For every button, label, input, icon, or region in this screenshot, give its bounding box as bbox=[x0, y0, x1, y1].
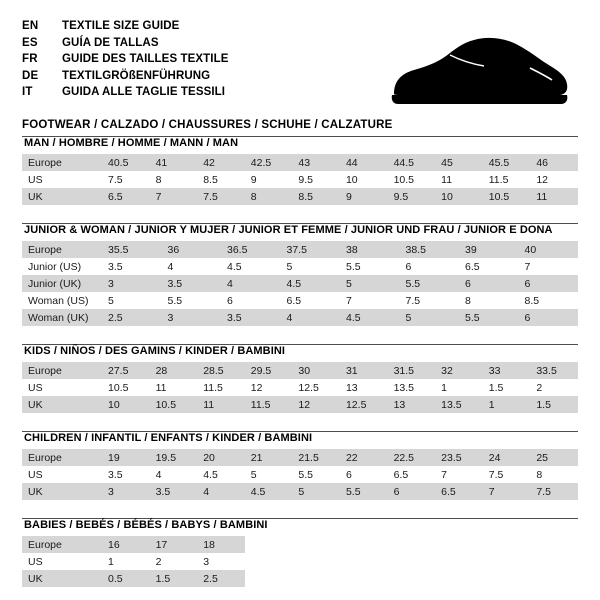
row-label: Europe bbox=[22, 362, 102, 379]
cell bbox=[483, 553, 531, 570]
cell: 31.5 bbox=[388, 362, 436, 379]
size-table-junior-woman bbox=[22, 241, 578, 326]
cell: 6 bbox=[519, 309, 579, 326]
cell: 5.5 bbox=[340, 483, 388, 500]
cell bbox=[435, 536, 483, 553]
cell bbox=[388, 536, 436, 553]
cell: 24 bbox=[483, 449, 531, 466]
table-row bbox=[22, 171, 578, 188]
cell: 8.5 bbox=[292, 188, 340, 205]
cell: 13.5 bbox=[388, 379, 436, 396]
cell: 3 bbox=[197, 553, 245, 570]
language-code: EN bbox=[22, 20, 39, 32]
cell: 7.5 bbox=[102, 171, 150, 188]
cell bbox=[245, 536, 293, 553]
language-title: GUIDE DES TAILLES TEXTILE bbox=[62, 53, 229, 65]
cell bbox=[530, 570, 578, 587]
cell: 5.5 bbox=[162, 292, 222, 309]
dress-shoe-icon bbox=[380, 34, 570, 112]
cell: 2 bbox=[530, 379, 578, 396]
cell: 4.5 bbox=[221, 258, 281, 275]
cell bbox=[388, 553, 436, 570]
cell: 4 bbox=[221, 275, 281, 292]
table-row bbox=[22, 396, 578, 413]
cell: 7 bbox=[483, 483, 531, 500]
cell: 20 bbox=[197, 449, 245, 466]
cell bbox=[245, 553, 293, 570]
cell bbox=[483, 536, 531, 553]
language-code: FR bbox=[22, 53, 38, 65]
cell: 9 bbox=[245, 171, 293, 188]
cell: 41 bbox=[150, 154, 198, 171]
cell: 2 bbox=[150, 553, 198, 570]
table-row bbox=[22, 275, 578, 292]
row-label: UK bbox=[22, 188, 102, 205]
cell: 31 bbox=[340, 362, 388, 379]
cell: 11.5 bbox=[483, 171, 531, 188]
cell: 3.5 bbox=[102, 466, 150, 483]
cell bbox=[292, 536, 340, 553]
row-label: US bbox=[22, 171, 102, 188]
section-title: MAN / HOMBRE / HOMME / MANN / MAN bbox=[24, 137, 239, 149]
cell: 8 bbox=[150, 171, 198, 188]
cell: 11.5 bbox=[197, 379, 245, 396]
table-row bbox=[22, 188, 578, 205]
cell: 12 bbox=[245, 379, 293, 396]
cell: 7.5 bbox=[530, 483, 578, 500]
row-label: UK bbox=[22, 396, 102, 413]
page-header bbox=[22, 18, 578, 131]
cell: 6.5 bbox=[459, 258, 519, 275]
cell: 4.5 bbox=[340, 309, 400, 326]
cell: 36 bbox=[162, 241, 222, 258]
cell: 28.5 bbox=[197, 362, 245, 379]
cell bbox=[435, 570, 483, 587]
cell: 11 bbox=[530, 188, 578, 205]
section-title: CHILDREN / INFANTIL / ENFANTS / KINDER / BAMBINI bbox=[24, 432, 313, 444]
cell: 11 bbox=[150, 379, 198, 396]
cell: 3.5 bbox=[102, 258, 162, 275]
table-row bbox=[22, 449, 578, 466]
table-row bbox=[22, 292, 578, 309]
cell: 5 bbox=[292, 483, 340, 500]
cell: 4 bbox=[150, 466, 198, 483]
cell bbox=[435, 553, 483, 570]
table-row bbox=[22, 483, 578, 500]
cell: 10.5 bbox=[388, 171, 436, 188]
cell: 42 bbox=[197, 154, 245, 171]
cell: 4 bbox=[162, 258, 222, 275]
category-line: FOOTWEAR / CALZADO / CHAUSSURES / SCHUHE / CALZATURE bbox=[22, 118, 393, 131]
cell: 6.5 bbox=[388, 466, 436, 483]
cell: 3.5 bbox=[221, 309, 281, 326]
size-table-children bbox=[22, 449, 578, 500]
language-title: TEXTILE SIZE GUIDE bbox=[62, 20, 180, 32]
cell: 40.5 bbox=[102, 154, 150, 171]
cell: 7.5 bbox=[483, 466, 531, 483]
cell bbox=[530, 536, 578, 553]
cell: 33.5 bbox=[530, 362, 578, 379]
cell: 13 bbox=[388, 396, 436, 413]
section-babies bbox=[22, 518, 578, 587]
language-title: GUIDA ALLE TAGLIE TESSILI bbox=[62, 86, 226, 98]
cell: 22.5 bbox=[388, 449, 436, 466]
cell: 5 bbox=[245, 466, 293, 483]
cell: 45 bbox=[435, 154, 483, 171]
cell: 1.5 bbox=[483, 379, 531, 396]
cell: 8.5 bbox=[197, 171, 245, 188]
cell: 9 bbox=[340, 188, 388, 205]
cell: 7 bbox=[435, 466, 483, 483]
cell: 30 bbox=[292, 362, 340, 379]
section-title: BABIES / BEBÉS / BÉBÉS / BABYS / BAMBINI bbox=[24, 519, 268, 531]
cell: 4.5 bbox=[197, 466, 245, 483]
row-label: US bbox=[22, 553, 102, 570]
cell: 38.5 bbox=[400, 241, 460, 258]
section-junior-woman bbox=[22, 223, 578, 326]
row-label: Woman (UK) bbox=[22, 309, 102, 326]
language-code: DE bbox=[22, 69, 39, 82]
cell: 3 bbox=[102, 275, 162, 292]
cell: 1 bbox=[483, 396, 531, 413]
cell: 6 bbox=[221, 292, 281, 309]
cell bbox=[292, 570, 340, 587]
cell: 21.5 bbox=[292, 449, 340, 466]
section-title: JUNIOR & WOMAN / JUNIOR Y MUJER / JUNIOR ET FEMME / JUNIOR UND FRAU / JUNIOR E DONA bbox=[24, 224, 553, 236]
cell: 36.5 bbox=[221, 241, 281, 258]
cell: 6.5 bbox=[435, 483, 483, 500]
cell: 13.5 bbox=[435, 396, 483, 413]
table-row bbox=[22, 309, 578, 326]
table-row bbox=[22, 362, 578, 379]
table-row bbox=[22, 241, 578, 258]
cell: 25 bbox=[530, 449, 578, 466]
cell: 10 bbox=[340, 171, 388, 188]
table-row bbox=[22, 258, 578, 275]
cell: 6 bbox=[519, 275, 579, 292]
cell: 4.5 bbox=[245, 483, 293, 500]
cell: 43 bbox=[292, 154, 340, 171]
cell: 7.5 bbox=[197, 188, 245, 205]
cell: 21 bbox=[245, 449, 293, 466]
cell: 3.5 bbox=[150, 483, 198, 500]
cell: 5 bbox=[102, 292, 162, 309]
cell: 16 bbox=[102, 536, 150, 553]
section-title: KIDS / NIÑOS / DES GAMINS / KINDER / BAMBINI bbox=[24, 345, 286, 357]
cell: 1.5 bbox=[530, 396, 578, 413]
cell: 2.5 bbox=[102, 309, 162, 326]
cell: 5 bbox=[281, 258, 341, 275]
language-title: TEXTILGRÖßENFÜHRUNG bbox=[62, 69, 211, 82]
cell bbox=[530, 553, 578, 570]
row-label: US bbox=[22, 379, 102, 396]
cell: 4 bbox=[197, 483, 245, 500]
language-code: ES bbox=[22, 36, 38, 49]
cell: 46 bbox=[530, 154, 578, 171]
size-table-man bbox=[22, 154, 578, 205]
row-label: US bbox=[22, 466, 102, 483]
cell: 7 bbox=[150, 188, 198, 205]
table-row bbox=[22, 553, 578, 570]
cell: 28 bbox=[150, 362, 198, 379]
cell: 45.5 bbox=[483, 154, 531, 171]
row-label: Junior (UK) bbox=[22, 275, 102, 292]
cell: 37.5 bbox=[281, 241, 341, 258]
cell: 7 bbox=[340, 292, 400, 309]
cell: 6 bbox=[340, 466, 388, 483]
row-label: Junior (US) bbox=[22, 258, 102, 275]
table-row bbox=[22, 570, 578, 587]
cell: 13 bbox=[340, 379, 388, 396]
cell: 11 bbox=[435, 171, 483, 188]
cell: 27.5 bbox=[102, 362, 150, 379]
cell: 12.5 bbox=[340, 396, 388, 413]
cell bbox=[245, 570, 293, 587]
cell: 7 bbox=[519, 258, 579, 275]
row-label: Woman (US) bbox=[22, 292, 102, 309]
cell: 42.5 bbox=[245, 154, 293, 171]
cell: 22 bbox=[340, 449, 388, 466]
row-label: Europe bbox=[22, 241, 102, 258]
cell: 12 bbox=[292, 396, 340, 413]
cell: 4.5 bbox=[281, 275, 341, 292]
cell bbox=[292, 553, 340, 570]
cell: 6 bbox=[400, 258, 460, 275]
cell: 18 bbox=[197, 536, 245, 553]
cell: 9.5 bbox=[292, 171, 340, 188]
cell: 5.5 bbox=[400, 275, 460, 292]
cell: 1 bbox=[102, 553, 150, 570]
cell: 1 bbox=[435, 379, 483, 396]
cell: 10.5 bbox=[483, 188, 531, 205]
cell: 7.5 bbox=[400, 292, 460, 309]
cell: 10.5 bbox=[150, 396, 198, 413]
section-children bbox=[22, 431, 578, 500]
cell: 12 bbox=[530, 171, 578, 188]
cell: 3 bbox=[102, 483, 150, 500]
cell: 40 bbox=[519, 241, 579, 258]
language-title: GUÍA DE TALLAS bbox=[62, 36, 159, 49]
cell bbox=[340, 553, 388, 570]
row-label: UK bbox=[22, 570, 102, 587]
size-table-babies bbox=[22, 536, 578, 587]
cell: 9.5 bbox=[388, 188, 436, 205]
cell: 6 bbox=[459, 275, 519, 292]
cell: 5.5 bbox=[292, 466, 340, 483]
cell: 35.5 bbox=[102, 241, 162, 258]
cell: 19 bbox=[102, 449, 150, 466]
cell: 11.5 bbox=[245, 396, 293, 413]
cell bbox=[388, 570, 436, 587]
cell: 33 bbox=[483, 362, 531, 379]
cell: 8 bbox=[245, 188, 293, 205]
cell: 4 bbox=[281, 309, 341, 326]
table-row bbox=[22, 154, 578, 171]
cell: 23.5 bbox=[435, 449, 483, 466]
cell: 44.5 bbox=[388, 154, 436, 171]
cell: 38 bbox=[340, 241, 400, 258]
cell: 2.5 bbox=[197, 570, 245, 587]
cell: 10.5 bbox=[102, 379, 150, 396]
cell: 17 bbox=[150, 536, 198, 553]
cell: 3.5 bbox=[162, 275, 222, 292]
cell: 11 bbox=[197, 396, 245, 413]
section-kids bbox=[22, 344, 578, 413]
cell: 6 bbox=[388, 483, 436, 500]
cell bbox=[340, 570, 388, 587]
cell: 10 bbox=[435, 188, 483, 205]
section-man bbox=[22, 136, 578, 205]
cell: 5 bbox=[340, 275, 400, 292]
table-row bbox=[22, 379, 578, 396]
cell: 5.5 bbox=[340, 258, 400, 275]
row-label: Europe bbox=[22, 449, 102, 466]
cell: 12.5 bbox=[292, 379, 340, 396]
row-label: Europe bbox=[22, 536, 102, 553]
cell: 10 bbox=[102, 396, 150, 413]
cell: 8 bbox=[459, 292, 519, 309]
cell: 6.5 bbox=[102, 188, 150, 205]
language-code: IT bbox=[22, 86, 33, 98]
cell: 29.5 bbox=[245, 362, 293, 379]
table-row bbox=[22, 536, 578, 553]
cell: 8.5 bbox=[519, 292, 579, 309]
language-row bbox=[22, 18, 578, 35]
cell: 0.5 bbox=[102, 570, 150, 587]
cell: 3 bbox=[162, 309, 222, 326]
row-label: Europe bbox=[22, 154, 102, 171]
cell: 8 bbox=[530, 466, 578, 483]
cell: 39 bbox=[459, 241, 519, 258]
cell bbox=[340, 536, 388, 553]
cell: 5 bbox=[400, 309, 460, 326]
size-table-kids bbox=[22, 362, 578, 413]
cell: 6.5 bbox=[281, 292, 341, 309]
cell bbox=[483, 570, 531, 587]
cell: 1.5 bbox=[150, 570, 198, 587]
cell: 19.5 bbox=[150, 449, 198, 466]
row-label: UK bbox=[22, 483, 102, 500]
table-row bbox=[22, 466, 578, 483]
cell: 44 bbox=[340, 154, 388, 171]
cell: 32 bbox=[435, 362, 483, 379]
cell: 5.5 bbox=[459, 309, 519, 326]
